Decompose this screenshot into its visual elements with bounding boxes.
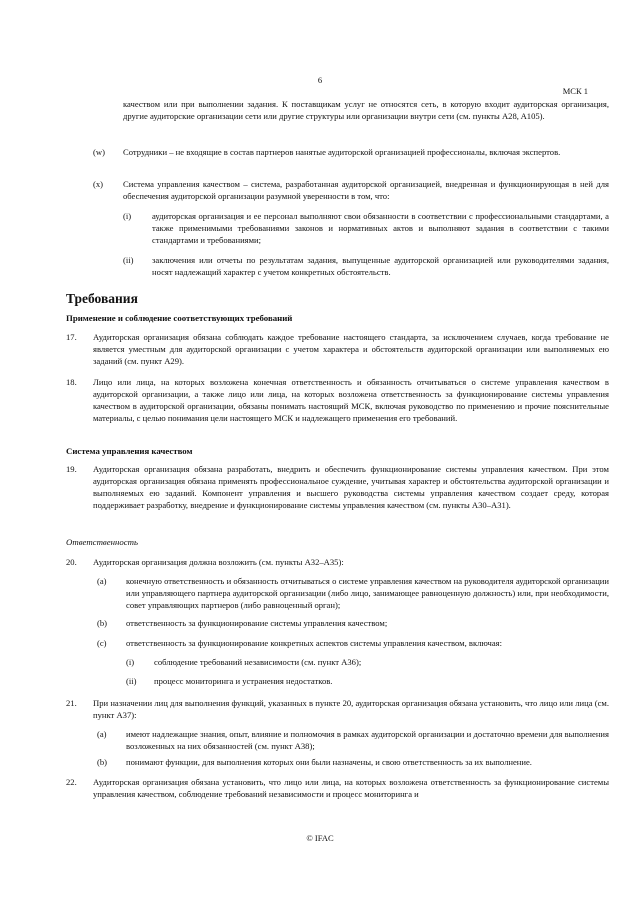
paragraph-21a-text: имеют надлежащие знания, опыт, влияние и полномочия в рамках аудиторской организации и достаточно времени для выполнения возложенных на них обязанностей (см. пункт A38); <box>126 729 609 752</box>
paragraph-21b-label: (b) <box>97 757 108 767</box>
paragraph-20c-label: (c) <box>97 638 107 648</box>
section-heading-requirements: Требования <box>66 291 138 306</box>
definition-x-label: (x) <box>93 179 104 189</box>
definition-x-ii-label: (ii) <box>123 255 134 265</box>
subheading-quality-system: Система управления качеством <box>66 446 193 456</box>
paragraph-21-text: При назначении лиц для выполнения функций, указанных в пункте 20, аудиторская организация обязана установить, что лицо или лица (см. пункт A37): <box>93 698 609 721</box>
paragraph-20a-text: конечную ответственность и обязанность отчитываться о системе управления качеством на руководителя аудиторской организации или управляющего партнера аудиторской организации (либо лицо, занимающее равноценную должность) или, при необходимости, совет управляющих партнеров (либо равноценный орган); <box>126 576 609 611</box>
paragraph-21a-label: (a) <box>97 729 107 739</box>
paragraph-20b-text: ответственность за функционирование системы управления качеством; <box>126 618 388 628</box>
subheading-application: Применение и соблюдение соответствующих требований <box>66 313 293 323</box>
paragraph-22-number: 22. <box>66 777 77 787</box>
paragraph-20-text: Аудиторская организация должна возложить (см. пункты A32–A35): <box>93 557 344 567</box>
paragraph-20c-i-text: соблюдение требований независимости (см. пункт A36); <box>154 657 362 667</box>
definition-x-text: Система управления качеством – система, разработанная аудиторской организацией, внедренная и функционирующая в ней для обеспечения аудиторской организации разумной уверенности в том, что: <box>123 179 609 202</box>
definition-w-text: Сотрудники – не входящие в состав партнеров нанятые аудиторской организацией профессионалы, включая экспертов. <box>123 147 561 157</box>
paragraph-20a-label: (a) <box>97 576 107 586</box>
page-number: 6 <box>317 75 323 85</box>
paragraph-21b-text: понимают функции, для выполнения которых они были назначены, и свою ответственность за их выполнение. <box>126 757 532 767</box>
subheading-responsibility: Ответственность <box>66 537 139 547</box>
definition-w-label: (w) <box>93 147 105 157</box>
paragraph-19-number: 19. <box>66 464 77 474</box>
paragraph-17-text: Аудиторская организация обязана соблюдать каждое требование настоящего стандарта, за исключением случаев, когда требование не является уместным для аудиторской организации с учетом характера и обстоятельств аудиторской организации или выполняемых ею заданий (см. пункт A29). <box>93 332 609 367</box>
definition-x-i-label: (i) <box>123 211 132 221</box>
paragraph-20-number: 20. <box>66 557 77 567</box>
paragraph-21-number: 21. <box>66 698 77 708</box>
definition-v-continuation: качеством или при выполнении задания. К поставщикам услуг не относятся сеть, в которую входит аудиторская организация, другие аудиторские организации сети или другие структуры или организации внутри сети (см. пункты A28, A105). <box>123 99 609 122</box>
paragraph-19-text: Аудиторская организация обязана разработать, внедрить и обеспечить функционирование системы управления качеством. При этом аудиторская организация обязана применять профессиональное суждение, учитывая характер и обстоятельства аудиторской организации и выполняемых ею заданий. Компонент управления и высшего руководства системы управления качеством создает среду, которая поддерживает разработку, внедрение и функционирование системы управления качеством (см. пункты A30–A31). <box>93 464 609 511</box>
paragraph-18-number: 18. <box>66 377 77 387</box>
paragraph-20b-label: (b) <box>97 618 108 628</box>
paragraph-18-text: Лицо или лица, на которых возложена конечная ответственность и обязанность отчитываться о системе управления качеством в аудиторской организации, а также лицо или лица, на которых возложена ответственность за функционирование системы управления качеством в аудиторской организации, обязаны понимать настоящий МСК, включая руководство по применению и прочие пояснительные материалы, с целью понимания цели настоящего МСК и надлежащего применения его требований. <box>93 377 609 424</box>
paragraph-20c-text: ответственность за функционирование конкретных аспектов системы управления качеством, включая: <box>126 638 502 648</box>
paragraph-17-number: 17. <box>66 332 77 342</box>
definition-x-i-text: аудиторская организация и ее персонал выполняют свои обязанности в соответствии с профессиональными стандартами, а также применимыми требованиями законов и нормативных актов и выполняют задания в соответствии с такими стандартами и требованиями; <box>152 211 609 246</box>
running-header: МСК 1 <box>562 86 588 96</box>
copyright-footer: © IFAC <box>306 833 334 843</box>
paragraph-22-text: Аудиторская организация обязана установить, что лицо или лица, на которых возложена ответственность за функционирование системы управления качеством, соблюдение требований независимости и процесс мониторинга и <box>93 777 609 800</box>
paragraph-20c-ii-label: (ii) <box>126 676 137 686</box>
paragraph-20c-ii-text: процесс мониторинга и устранения недостатков. <box>154 676 333 686</box>
definition-x-ii-text: заключения или отчеты по результатам задания, выпущенные аудиторской организацией или руководителями задания, носят надлежащий характер с учетом конкретных обстоятельств. <box>152 255 609 278</box>
paragraph-20c-i-label: (i) <box>126 657 135 667</box>
